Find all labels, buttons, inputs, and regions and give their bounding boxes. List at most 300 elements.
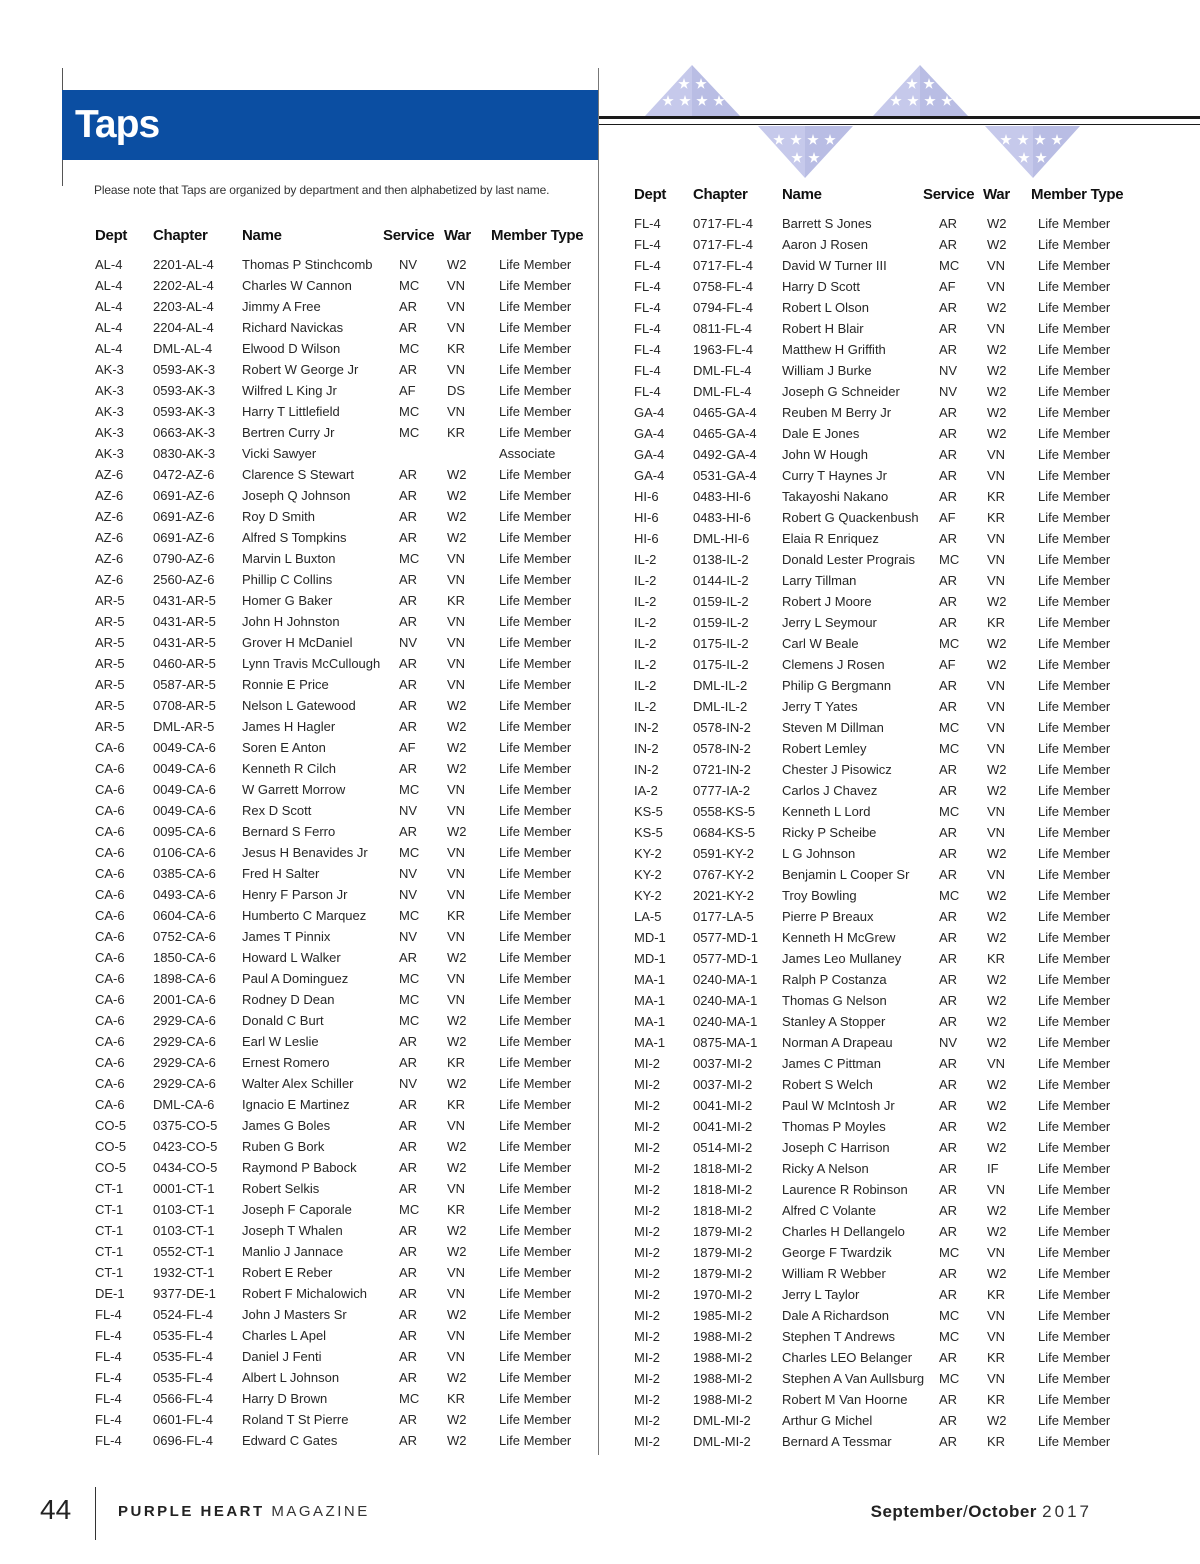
folded-flag-icon (985, 126, 1080, 178)
dept-cell: MA-1 (634, 1013, 666, 1029)
service-cell: MC (399, 341, 420, 356)
war-cell: W2 (987, 1412, 1007, 1428)
war-cell: W2 (987, 593, 1007, 609)
taps-row (0, 402, 1200, 423)
member-type-cell: Life Member (499, 320, 572, 335)
dept-cell: AR-5 (95, 719, 125, 734)
service-cell: AR (939, 1181, 958, 1197)
war-cell: VN (987, 446, 1006, 462)
service-cell: AR (939, 971, 958, 987)
war-cell: VN (447, 971, 466, 986)
chapter-cell: 0558-KS-5 (693, 803, 756, 819)
chapter-cell: 0434-CO-5 (153, 1160, 218, 1175)
war-cell: W2 (987, 929, 1007, 945)
taps-row (0, 822, 1200, 843)
service-cell: AR (939, 677, 958, 693)
chapter-cell: 0483-HI-6 (693, 488, 751, 504)
chapter-cell: 0049-CA-6 (153, 803, 216, 818)
chapter-cell: 0492-GA-4 (693, 446, 757, 462)
war-cell: IF (987, 1160, 999, 1176)
war-cell: VN (987, 803, 1006, 819)
member-type-cell: Life Member (499, 1349, 572, 1364)
taps-row (0, 570, 1200, 591)
dept-cell: CA-6 (95, 1034, 125, 1049)
chapter-cell: 0240-MA-1 (693, 1013, 758, 1029)
member-type-cell: Life Member (499, 425, 572, 440)
war-cell: VN (987, 740, 1006, 756)
dept-cell: KY-2 (634, 887, 662, 903)
name-cell: Walter Alex Schiller (242, 1076, 354, 1091)
member-type-cell: Life Member (499, 1160, 572, 1175)
war-cell: VN (447, 404, 466, 419)
taps-row (0, 1137, 1200, 1158)
dept-cell: CA-6 (95, 740, 125, 755)
member-type-cell: Life Member (499, 404, 572, 419)
service-cell: AR (939, 992, 958, 1008)
war-cell: VN (987, 572, 1006, 588)
chapter-cell: 0049-CA-6 (153, 740, 216, 755)
war-cell: W2 (447, 257, 467, 272)
member-type-cell: Life Member (1038, 530, 1111, 546)
dept-cell: AZ-6 (95, 488, 124, 503)
name-cell: Laurence R Robinson (782, 1181, 908, 1197)
name-cell: Edward C Gates (242, 1433, 338, 1448)
service-cell: NV (939, 383, 958, 399)
dept-cell: FL-4 (634, 257, 661, 273)
member-type-cell: Life Member (499, 1391, 572, 1406)
issue-separator: / (963, 1502, 969, 1521)
war-cell: KR (987, 488, 1006, 504)
chapter-cell: 0691-AZ-6 (153, 530, 215, 545)
chapter-cell: 0752-CA-6 (153, 929, 216, 944)
dept-cell: GA-4 (634, 425, 665, 441)
member-type-cell: Life Member (499, 614, 572, 629)
name-cell: Steven M Dillman (782, 719, 884, 735)
member-type-cell: Life Member (499, 1244, 572, 1259)
member-type-cell: Life Member (499, 488, 572, 503)
name-cell: John W Hough (782, 446, 868, 462)
member-type-cell: Life Member (499, 824, 572, 839)
service-cell: MC (399, 971, 420, 986)
dept-cell: CA-6 (95, 761, 125, 776)
dept-cell: CT-1 (95, 1202, 124, 1217)
war-cell: W2 (447, 698, 467, 713)
name-cell: W Garrett Morrow (242, 782, 346, 797)
war-cell: KR (987, 1391, 1006, 1407)
chapter-cell: 0240-MA-1 (693, 992, 758, 1008)
service-cell: AR (399, 1265, 418, 1280)
member-type-cell: Life Member (1038, 1349, 1111, 1365)
dept-cell: FL-4 (95, 1328, 122, 1343)
dept-cell: IL-2 (634, 614, 657, 630)
member-type-cell: Life Member (499, 803, 572, 818)
member-type-cell: Life Member (1038, 761, 1111, 777)
member-type-cell: Life Member (1038, 257, 1111, 273)
service-cell: AR (939, 1223, 958, 1239)
name-cell: Carl W Beale (782, 635, 859, 651)
service-cell: MC (399, 404, 420, 419)
chapter-cell: 1963-FL-4 (693, 341, 753, 357)
service-cell: AR (399, 1181, 418, 1196)
name-cell: Charles W Cannon (242, 278, 352, 293)
dept-cell: MA-1 (634, 971, 666, 987)
dept-cell: FL-4 (634, 215, 661, 231)
dept-cell: AL-4 (95, 278, 123, 293)
name-cell: Ralph P Costanza (782, 971, 887, 987)
war-cell: VN (447, 1265, 466, 1280)
service-cell: MC (399, 278, 420, 293)
name-cell: Joseph C Harrison (782, 1139, 890, 1155)
war-cell: W2 (447, 509, 467, 524)
chapter-cell: 0385-CA-6 (153, 866, 216, 881)
member-type-cell: Life Member (1038, 362, 1111, 378)
chapter-cell: 2929-CA-6 (153, 1055, 216, 1070)
name-cell: Robert H Blair (782, 320, 864, 336)
chapter-cell: 0604-CA-6 (153, 908, 216, 923)
member-type-cell: Life Member (499, 257, 572, 272)
chapter-cell: 2001-CA-6 (153, 992, 216, 1007)
name-cell: Albert L Johnson (242, 1370, 340, 1385)
service-cell: MC (939, 887, 960, 903)
taps-row (0, 927, 1200, 948)
service-cell: MC (399, 1013, 420, 1028)
name-cell: Howard L Walker (242, 950, 341, 965)
dept-cell: FL-4 (95, 1349, 122, 1364)
member-type-cell: Life Member (1038, 740, 1111, 756)
service-cell: NV (399, 929, 418, 944)
war-cell: VN (987, 1328, 1006, 1344)
name-cell: Harry T Littlefield (242, 404, 340, 419)
name-cell: Elwood D Wilson (242, 341, 341, 356)
taps-row (0, 801, 1200, 822)
name-cell: Dale E Jones (782, 425, 860, 441)
taps-row (0, 1389, 1200, 1410)
member-type-cell: Life Member (499, 677, 572, 692)
member-type-cell: Life Member (499, 1055, 572, 1070)
chapter-cell: 1988-MI-2 (693, 1328, 753, 1344)
dept-cell: IN-2 (634, 740, 659, 756)
name-cell: Robert L Olson (782, 299, 869, 315)
chapter-cell: 0049-CA-6 (153, 782, 216, 797)
chapter-cell: 0593-AK-3 (153, 404, 216, 419)
dept-cell: KY-2 (634, 845, 662, 861)
chapter-cell: 0721-IN-2 (693, 761, 751, 777)
name-cell: Joseph T Whalen (242, 1223, 343, 1238)
service-cell: AR (399, 1370, 418, 1385)
name-cell: Robert M Van Hoorne (782, 1391, 908, 1407)
service-cell: AR (399, 677, 418, 692)
war-cell: W2 (987, 362, 1007, 378)
member-type-cell: Life Member (499, 719, 572, 734)
member-type-cell: Life Member (499, 1223, 572, 1238)
member-type-cell: Life Member (499, 299, 572, 314)
war-cell: W2 (987, 761, 1007, 777)
war-cell: W2 (447, 1370, 467, 1385)
dept-cell: CA-6 (95, 1097, 125, 1112)
war-cell: VN (987, 1370, 1006, 1386)
service-cell: NV (399, 1076, 418, 1091)
name-cell: William R Webber (782, 1265, 886, 1281)
chapter-cell: 0830-AK-3 (153, 446, 216, 461)
name-cell: James Leo Mullaney (782, 950, 902, 966)
chapter-cell: 1818-MI-2 (693, 1202, 753, 1218)
chapter-cell: 0524-FL-4 (153, 1307, 213, 1322)
column-header-name: Name (782, 186, 822, 203)
war-cell: W2 (987, 1118, 1007, 1134)
name-cell: Clemens J Rosen (782, 656, 885, 672)
war-cell: W2 (987, 215, 1007, 231)
folded-flag-stars-icon (600, 55, 1200, 190)
war-cell: VN (447, 1181, 466, 1196)
chapter-cell: 0790-AZ-6 (153, 551, 215, 566)
name-cell: Raymond P Babock (242, 1160, 357, 1175)
member-type-cell: Life Member (1038, 908, 1111, 924)
name-cell: Earl W Leslie (242, 1034, 319, 1049)
name-cell: Jerry L Seymour (782, 614, 877, 630)
dept-cell: IA-2 (634, 782, 658, 798)
service-cell: AR (399, 572, 418, 587)
member-type-cell: Life Member (499, 656, 572, 671)
member-type-cell: Life Member (1038, 803, 1111, 819)
war-cell: VN (987, 278, 1006, 294)
member-type-cell: Life Member (1038, 1223, 1111, 1239)
chapter-cell: 0103-CT-1 (153, 1202, 215, 1217)
chapter-cell: 1988-MI-2 (693, 1370, 753, 1386)
chapter-cell: 1988-MI-2 (693, 1391, 753, 1407)
member-type-cell: Life Member (1038, 1097, 1111, 1113)
war-cell: W2 (987, 887, 1007, 903)
war-cell: W2 (987, 992, 1007, 1008)
chapter-cell: 0758-FL-4 (693, 278, 753, 294)
service-cell: AR (399, 362, 418, 377)
taps-row (0, 990, 1200, 1011)
name-cell: Dale A Richardson (782, 1307, 889, 1323)
dept-cell: IN-2 (634, 761, 659, 777)
service-cell: NV (939, 1034, 958, 1050)
dept-cell: CA-6 (95, 1076, 125, 1091)
war-cell: W2 (447, 1013, 467, 1028)
service-cell: AR (399, 1223, 418, 1238)
war-cell: W2 (987, 236, 1007, 252)
dept-cell: CT-1 (95, 1181, 124, 1196)
dept-cell: FL-4 (95, 1307, 122, 1322)
war-cell: VN (987, 677, 1006, 693)
war-cell: W2 (987, 425, 1007, 441)
war-cell: W2 (987, 1265, 1007, 1281)
service-cell: AR (939, 488, 958, 504)
taps-row (0, 654, 1200, 675)
service-cell: MC (939, 740, 960, 756)
war-cell: KR (987, 1349, 1006, 1365)
taps-row (0, 486, 1200, 507)
name-cell: Robert W George Jr (242, 362, 359, 377)
name-cell: Barrett S Jones (782, 215, 872, 231)
war-cell: W2 (987, 971, 1007, 987)
taps-row (0, 612, 1200, 633)
name-cell: Ricky A Nelson (782, 1160, 869, 1176)
name-cell: Fred H Salter (242, 866, 320, 881)
member-type-cell: Life Member (499, 593, 572, 608)
dept-cell: CO-5 (95, 1139, 127, 1154)
name-cell: David W Turner III (782, 257, 887, 273)
taps-row (0, 444, 1200, 465)
taps-row (0, 864, 1200, 885)
dept-cell: LA-5 (634, 908, 662, 924)
dept-cell: MI-2 (634, 1307, 660, 1323)
chapter-cell: 0431-AR-5 (153, 614, 216, 629)
name-cell: Ronnie E Price (242, 677, 329, 692)
taps-row (0, 885, 1200, 906)
member-type-cell: Life Member (1038, 383, 1111, 399)
member-type-cell: Life Member (499, 1139, 572, 1154)
war-cell: VN (987, 698, 1006, 714)
war-cell: W2 (447, 1034, 467, 1049)
member-type-cell: Life Member (1038, 782, 1111, 798)
taps-row (0, 1326, 1200, 1347)
service-cell: AR (939, 908, 958, 924)
chapter-cell: 0875-MA-1 (693, 1034, 758, 1050)
dept-cell: IL-2 (634, 635, 657, 651)
member-type-cell: Life Member (1038, 404, 1111, 420)
dept-cell: KS-5 (634, 803, 663, 819)
chapter-cell: DML-FL-4 (693, 362, 752, 378)
chapter-cell: 0535-FL-4 (153, 1328, 213, 1343)
war-cell: KR (447, 1391, 466, 1406)
chapter-cell: 9377-DE-1 (153, 1286, 216, 1301)
member-type-cell: Life Member (499, 740, 572, 755)
name-cell: Aaron J Rosen (782, 236, 868, 252)
dept-cell: MI-2 (634, 1139, 660, 1155)
member-type-cell: Life Member (499, 1433, 572, 1448)
name-cell: Grover H McDaniel (242, 635, 353, 650)
war-cell: VN (447, 929, 466, 944)
name-cell: Carlos J Chavez (782, 782, 878, 798)
name-cell: Roland T St Pierre (242, 1412, 349, 1427)
name-cell: Ricky P Scheibe (782, 824, 877, 840)
service-cell: AR (399, 1160, 418, 1175)
war-cell: W2 (987, 635, 1007, 651)
taps-row (0, 549, 1200, 570)
member-type-cell: Life Member (1038, 971, 1111, 987)
member-type-cell: Life Member (499, 992, 572, 1007)
name-cell: Stephen T Andrews (782, 1328, 895, 1344)
member-type-cell: Life Member (1038, 635, 1111, 651)
right-taps-table (0, 213, 1200, 1452)
name-cell: William J Burke (782, 362, 872, 378)
war-cell: W2 (987, 1139, 1007, 1155)
service-cell: MC (939, 635, 960, 651)
dept-cell: CO-5 (95, 1118, 127, 1133)
war-cell: VN (447, 782, 466, 797)
chapter-cell: 2204-AL-4 (153, 320, 214, 335)
member-type-cell: Life Member (1038, 593, 1111, 609)
name-cell: Rodney D Dean (242, 992, 335, 1007)
war-cell: VN (987, 1307, 1006, 1323)
service-cell: NV (399, 803, 418, 818)
name-cell: Takayoshi Nakano (782, 488, 889, 504)
member-type-cell: Life Member (1038, 1328, 1111, 1344)
name-cell: Robert Lemley (782, 740, 867, 756)
member-type-cell: Life Member (499, 887, 572, 902)
war-cell: W2 (987, 782, 1007, 798)
dept-cell: FL-4 (634, 236, 661, 252)
magazine-name-light: MAGAZINE (271, 1503, 370, 1520)
dept-cell: MI-2 (634, 1328, 660, 1344)
member-type-cell: Life Member (499, 1118, 572, 1133)
taps-row (0, 234, 1200, 255)
folded-flag-icon (873, 65, 968, 116)
war-cell: W2 (447, 1076, 467, 1091)
member-type-cell: Life Member (499, 467, 572, 482)
taps-row (0, 675, 1200, 696)
member-type-cell: Life Member (499, 971, 572, 986)
service-cell: MC (399, 1391, 420, 1406)
member-type-cell: Life Member (1038, 1433, 1111, 1449)
name-cell: Robert F Michalowich (242, 1286, 367, 1301)
member-type-cell: Life Member (499, 1412, 572, 1427)
service-cell: AR (939, 1412, 958, 1428)
dept-cell: MD-1 (634, 950, 666, 966)
service-cell: AF (939, 509, 956, 525)
chapter-cell: 0049-CA-6 (153, 761, 216, 776)
war-cell: W2 (447, 1244, 467, 1259)
service-cell: MC (399, 1202, 420, 1217)
member-type-cell: Life Member (1038, 1307, 1111, 1323)
war-cell: VN (987, 320, 1006, 336)
service-cell: AR (939, 782, 958, 798)
service-cell: AR (399, 488, 418, 503)
chapter-cell: 1932-CT-1 (153, 1265, 215, 1280)
chapter-cell: 1988-MI-2 (693, 1349, 753, 1365)
chapter-cell: 0696-FL-4 (153, 1433, 213, 1448)
member-type-cell: Life Member (499, 383, 572, 398)
war-cell: VN (987, 467, 1006, 483)
name-cell: Manlio J Jannace (242, 1244, 344, 1259)
chapter-cell: 0593-AK-3 (153, 362, 216, 377)
dept-cell: CA-6 (95, 992, 125, 1007)
chapter-cell: 2560-AZ-6 (153, 572, 215, 587)
taps-note: Please note that Taps are organized by department and then alphabetized by last name. (94, 183, 550, 197)
service-cell: AF (399, 383, 416, 398)
dept-cell: CA-6 (95, 1055, 125, 1070)
member-type-cell: Life Member (499, 509, 572, 524)
dept-cell: IL-2 (634, 698, 657, 714)
chapter-cell: 0041-MI-2 (693, 1118, 753, 1134)
chapter-cell: 0460-AR-5 (153, 656, 216, 671)
war-cell: W2 (987, 1202, 1007, 1218)
service-cell: AR (939, 1139, 958, 1155)
name-cell: Robert Selkis (242, 1181, 320, 1196)
dept-cell: MI-2 (634, 1097, 660, 1113)
chapter-cell: 0138-IL-2 (693, 551, 749, 567)
war-cell: VN (987, 719, 1006, 735)
chapter-cell: 0587-AR-5 (153, 677, 216, 692)
dept-cell: MI-2 (634, 1076, 660, 1092)
member-type-cell: Life Member (1038, 698, 1111, 714)
name-cell: Wilfred L King Jr (242, 383, 337, 398)
dept-cell: FL-4 (634, 299, 661, 315)
chapter-cell: 0663-AK-3 (153, 425, 216, 440)
name-cell: Joseph Q Johnson (242, 488, 351, 503)
member-type-cell: Life Member (499, 950, 572, 965)
member-type-cell: Life Member (1038, 1013, 1111, 1029)
column-header-dept: Dept (95, 227, 128, 244)
service-cell: AF (939, 278, 956, 294)
member-type-cell: Life Member (499, 1097, 572, 1112)
war-cell: KR (987, 614, 1006, 630)
taps-row (0, 633, 1200, 654)
name-cell: Thomas G Nelson (782, 992, 887, 1008)
